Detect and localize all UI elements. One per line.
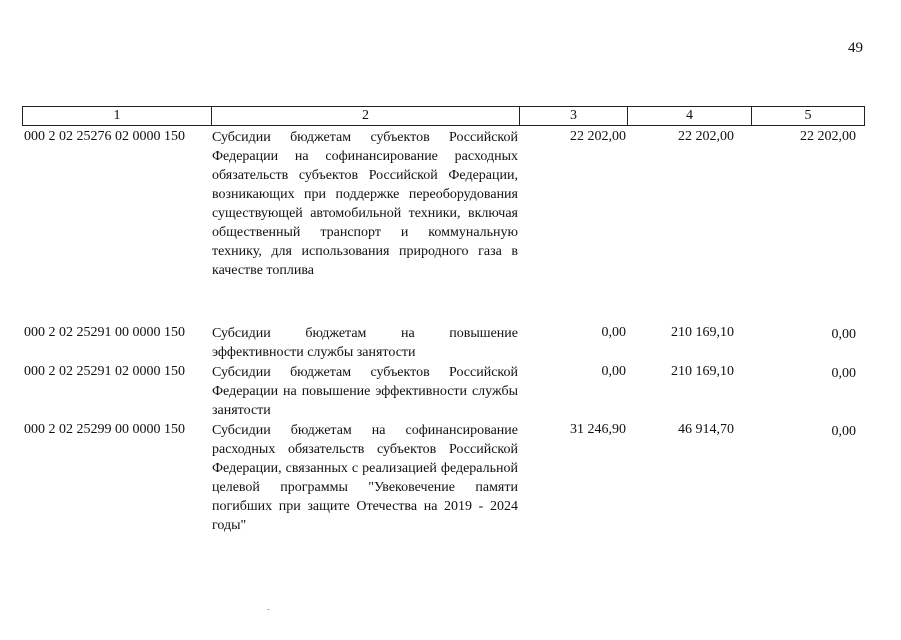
table-header-row [22, 106, 865, 126]
row-description: Субсидии бюджетам на повышение эффективности службы занятости [212, 326, 518, 360]
amount-col-5: 0,00 [831, 327, 856, 342]
row-description: Субсидии бюджетам субъектов Российской Федерации на софинансирование расходных обязательств субъектов Российской Федерации, возникающих при поддержке переоборудования существующей автомобильной техники, включая общественный транспорт и коммунальную технику, для использования природного газа в качестве топлива [212, 130, 518, 278]
header-col-2: 2 [212, 107, 520, 125]
amount-col-4: 210 169,10 [671, 325, 734, 340]
budget-code: 000 2 02 25299 00 0000 150 [24, 422, 185, 437]
amount-col-3: 0,00 [601, 325, 626, 340]
amount-col-3: 0,00 [601, 364, 626, 379]
amount-col-5: 22 202,00 [800, 129, 856, 144]
row-description: Субсидии бюджетам субъектов Российской Федерации на повышение эффективности службы занятости [212, 365, 518, 418]
page-number: 49 [848, 40, 863, 56]
header-col-3: 3 [520, 107, 628, 125]
amount-col-4: 22 202,00 [678, 129, 734, 144]
budget-code: 000 2 02 25291 02 0000 150 [24, 364, 185, 379]
amount-col-5: 0,00 [831, 424, 856, 439]
scan-speck [267, 609, 270, 610]
amount-col-4: 210 169,10 [671, 364, 734, 379]
amount-col-3: 31 246,90 [570, 422, 626, 437]
budget-code: 000 2 02 25291 00 0000 150 [24, 325, 185, 340]
header-col-1: 1 [23, 107, 212, 125]
header-col-4: 4 [628, 107, 752, 125]
row-description: Субсидии бюджетам на софинансирование расходных обязательств субъектов Российской Федерации, связанных с реализацией федеральной целевой программы "Увековечение памяти погибших при защите Отечества на 2019 - 2024 годы" [212, 423, 518, 533]
amount-col-5: 0,00 [831, 366, 856, 381]
amount-col-4: 46 914,70 [678, 422, 734, 437]
header-col-5: 5 [804, 108, 812, 123]
amount-col-3: 22 202,00 [570, 129, 626, 144]
budget-code: 000 2 02 25276 02 0000 150 [24, 129, 185, 144]
